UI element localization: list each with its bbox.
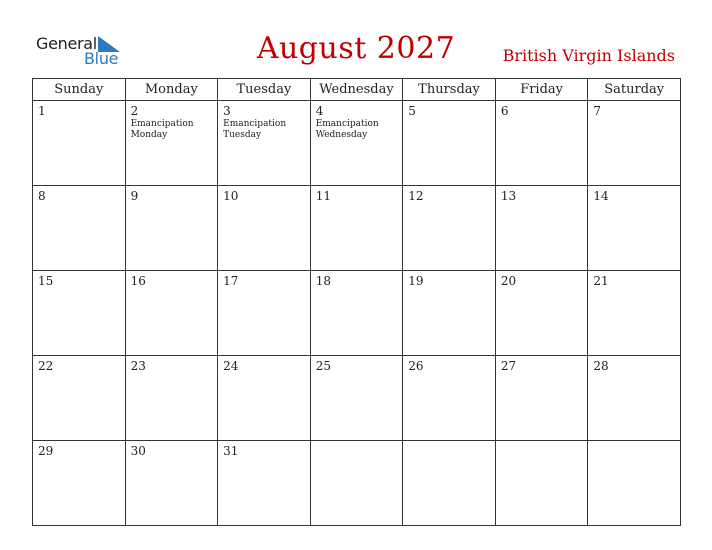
day-number: 5 [408,104,416,118]
weekday-header: Monday [125,79,218,101]
day-number: 19 [408,274,424,288]
day-cell [495,356,588,441]
day-cell [495,271,588,356]
day-number: 10 [223,189,239,203]
day-number: 30 [130,444,146,458]
day-cell [125,186,218,271]
day-number: 8 [38,189,46,203]
weekday-header: Thursday [403,79,496,101]
calendar-body [33,101,681,526]
day-cell [403,271,496,356]
day-cell [33,271,126,356]
day-cell [403,186,496,271]
day-cell [403,356,496,441]
day-cell [495,441,588,526]
day-number: 31 [223,444,239,458]
logo-word-general: General [36,34,97,53]
day-cell [218,356,311,441]
day-cell [588,441,681,526]
day-number: 2 [130,104,139,118]
day-number: 23 [130,359,146,373]
day-cell [310,101,403,186]
weekday-header: Tuesday [218,79,311,101]
calendar-grid [32,78,681,526]
week-row [33,356,681,441]
weekday-header: Friday [495,79,588,101]
day-cell [495,101,588,186]
day-cell [125,441,218,526]
day-number: 22 [38,359,54,373]
day-number: 20 [500,274,517,288]
day-number: 17 [223,274,239,288]
day-number: 9 [130,189,139,203]
page-title: August 2027 [256,31,456,66]
day-number: 29 [38,444,54,458]
day-number: 27 [500,359,517,373]
day-cell [588,101,681,186]
weekday-header: Sunday [33,79,126,101]
week-row [33,441,681,526]
day-cell [495,186,588,271]
day-cell [218,101,311,186]
day-cell [33,101,126,186]
holiday-label: Emancipation Monday [130,119,194,140]
day-cell [125,101,218,186]
day-cell [33,356,126,441]
day-number: 14 [593,189,609,203]
weekday-header: Wednesday [310,79,403,101]
day-number: 28 [593,359,609,373]
day-cell [218,271,311,356]
day-number: 7 [593,104,602,118]
day-cell [33,186,126,271]
holiday-label: Emancipation Tuesday [223,119,287,140]
day-number: 11 [315,189,331,203]
day-cell [403,441,496,526]
day-cell [588,356,681,441]
day-number: 25 [315,359,331,373]
holiday-label: Emancipation Wednesday [315,119,379,140]
weekday-header: Saturday [588,79,681,101]
day-cell [588,271,681,356]
day-cell [125,271,218,356]
day-cell [125,356,218,441]
day-cell [33,441,126,526]
day-number: 18 [315,274,331,288]
day-cell [218,186,311,271]
week-row [33,271,681,356]
region-label: British Virgin Islands [502,46,675,65]
day-cell [403,101,496,186]
weekday-header-row [33,79,681,101]
logo-word-blue: Blue [84,49,119,68]
day-number: 15 [38,274,54,288]
day-number: 21 [593,274,609,288]
day-number: 16 [130,274,146,288]
week-row [33,101,681,186]
day-cell [310,441,403,526]
day-number: 4 [315,104,324,118]
day-number: 1 [38,104,46,118]
day-cell [218,441,311,526]
day-number: 12 [408,189,424,203]
day-number: 26 [408,359,424,373]
day-cell [310,356,403,441]
day-cell [310,186,403,271]
day-number: 13 [500,189,517,203]
week-row [33,186,681,271]
day-number: 6 [500,104,509,118]
day-number: 3 [223,104,231,118]
day-cell [588,186,681,271]
day-cell [310,271,403,356]
day-number: 24 [223,359,239,373]
